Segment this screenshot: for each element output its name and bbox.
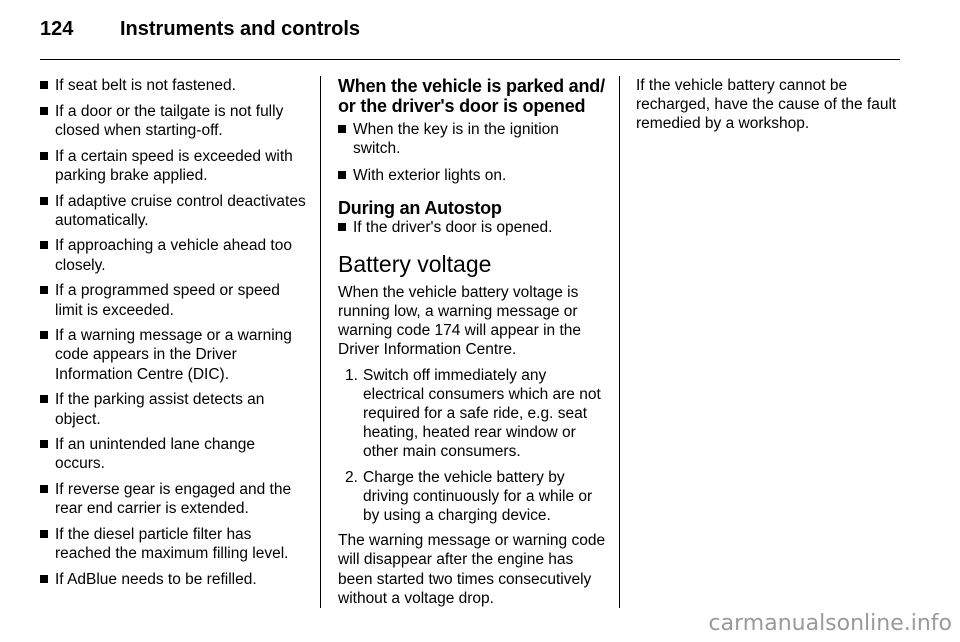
- square-bullet-icon: [40, 241, 48, 249]
- autostop-section-list: [338, 218, 606, 237]
- square-bullet-icon: [40, 286, 48, 294]
- header-divider: [40, 59, 900, 60]
- square-bullet-icon: [338, 125, 346, 133]
- step-number: 1.: [345, 366, 358, 384]
- list-item: If a certain speed is exceeded with parking brake applied.: [40, 147, 308, 185]
- square-bullet-icon: [40, 107, 48, 115]
- square-bullet-icon: [40, 530, 48, 538]
- square-bullet-icon: [40, 197, 48, 205]
- battery-outro: The warning message or warning code will disappear after the engine has been started two times consecutively without a voltage drop.: [338, 532, 606, 607]
- list-item: If seat belt is not fastened.: [40, 76, 308, 95]
- battery-steps: [338, 366, 606, 526]
- battery-recharge-note: If the vehicle battery cannot be recharged, have the cause of the fault remedied by a workshop.: [636, 77, 897, 133]
- page-number: 124: [40, 18, 74, 40]
- watermark: carmanualsonline.info: [708, 611, 952, 636]
- column-1: [40, 76, 308, 596]
- square-bullet-icon: [40, 395, 48, 403]
- list-item: If a programmed speed or speed limit is exceeded.: [40, 281, 308, 319]
- square-bullet-icon: [40, 331, 48, 339]
- list-item: If a warning message or a warning code appears in the Driver Information Centre (DIC).: [40, 326, 308, 384]
- column-divider-1: [320, 76, 321, 608]
- autostop-section-heading: During an Autostop: [338, 197, 502, 218]
- square-bullet-icon: [40, 440, 48, 448]
- step-number: 2.: [345, 468, 358, 486]
- list-item: With exterior lights on.: [338, 166, 606, 185]
- list-item: If the driver's door is opened.: [338, 218, 606, 237]
- square-bullet-icon: [40, 485, 48, 493]
- list-item: If the parking assist detects an object.: [40, 390, 308, 428]
- list-item: If a door or the tailgate is not fully closed when starting-off.: [40, 102, 308, 140]
- square-bullet-icon: [40, 152, 48, 160]
- list-item: 2. Charge the vehicle battery by driving continuously for a while or by using a charging device.: [345, 468, 593, 525]
- warning-chime-list: [40, 76, 308, 589]
- list-item: 1. Switch off immediately any electrical consumers which are not required for a safe ride, e.g. seat heating, heated rear window or other main consumers.: [345, 366, 601, 461]
- page-title: Instruments and controls: [120, 18, 361, 40]
- square-bullet-icon: [40, 81, 48, 89]
- list-item: If an unintended lane change occurs.: [40, 435, 308, 473]
- list-item: If adaptive cruise control deactivates automatically.: [40, 192, 308, 230]
- square-bullet-icon: [338, 171, 346, 179]
- battery-voltage-heading: Battery voltage: [338, 250, 492, 277]
- list-item: If approaching a vehicle ahead too closely.: [40, 236, 308, 274]
- column-divider-2: [619, 76, 620, 608]
- list-item: If the diesel particle filter has reached the maximum filling level.: [40, 525, 308, 563]
- column-3: [636, 76, 906, 140]
- square-bullet-icon: [40, 575, 48, 583]
- square-bullet-icon: [338, 223, 346, 231]
- parked-section-heading: When the vehicle is parked and/ or the driver's door is opened: [338, 76, 605, 116]
- column-2: [338, 76, 606, 614]
- page-header: [40, 18, 920, 48]
- list-item: If AdBlue needs to be refilled.: [40, 570, 308, 589]
- parked-section-list: [338, 120, 606, 186]
- list-item: When the key is in the ignition switch.: [338, 120, 606, 158]
- list-item: If reverse gear is engaged and the rear end carrier is extended.: [40, 480, 308, 518]
- battery-intro: When the vehicle battery voltage is running low, a warning message or warning code 174 will appear in the Driver Information Centre.: [338, 283, 581, 359]
